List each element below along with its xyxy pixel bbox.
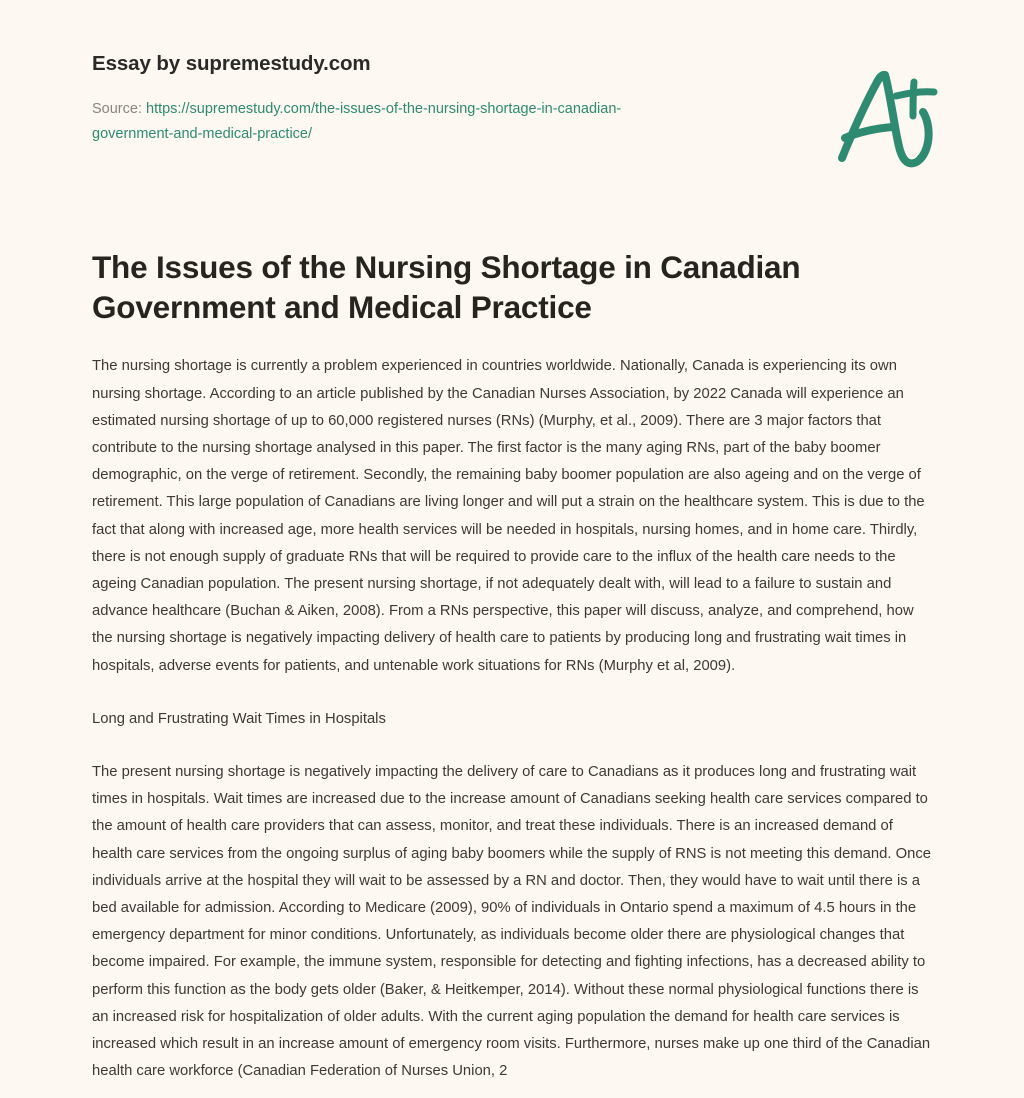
- a-plus-logo-icon: [828, 62, 946, 174]
- source-url-link[interactable]: https://supremestudy.com/the-issues-of-the-nursing-shortage-in-canadian-government-and-medical-practice/: [92, 100, 622, 142]
- brand-title: Essay by supremestudy.com: [92, 52, 371, 75]
- source-row: [92, 97, 692, 147]
- article-body: [92, 248, 937, 1085]
- section-heading-wait-times: Long and Frustrating Wait Times in Hospitals: [92, 710, 386, 727]
- paragraph-wait-times: The present nursing shortage is negatively impacting the delivery of care to Canadians as it produces long and frustrating wait times in hospitals. Wait times are increased due to the increase amount of Canadians seeking health care services compared to the amount of health care providers that can assess, monitor, and treat these individuals. There is an increased demand of health care services from the ongoing surplus of aging baby boomers while the supply of RNS is not meeting this demand. Once individuals arrive at the hospital they will wait to be assessed by a RN and doctor. Then, they would have to wait until there is a bed available for admission. According to Medicare (2009), 90% of individuals in Ontario spend a maximum of 4.5 hours in the emergency department for minor conditions. Unfortunately, as individuals become older there are physiological changes that become impaired. For example, the immune system, responsible for detecting and fighting infections, has a decreased ability to perform this function as the body gets older (Baker, & Heitkemper, 2014). Without these normal physiological functions there is an increased risk for hospitalization of older adults. With the current aging population the demand for health care services is increased which result in an increase amount of emergency room visits. Furthermore, nurses make up one third of the Canadian health care workforce (Canadian Federation of Nurses Union, 2: [92, 764, 931, 1080]
- page-title: The Issues of the Nursing Shortage in Canadian Government and Medical Practice: [92, 249, 801, 325]
- page-header: [92, 52, 792, 147]
- paragraph-intro: The nursing shortage is currently a problem experienced in countries worldwide. Nationally, Canada is experiencing its own nursing shortage. According to an article published by the Canadian Nurses Association, by 2022 Canada will experience an estimated nursing shortage of up to 60,000 registered nurses (RNs) (Murphy, et al., 2009). There are 3 major factors that contribute to the nursing shortage analysed in this paper. The first factor is the many aging RNs, part of the baby boomer demographic, on the verge of retirement. Secondly, the remaining baby boomer population are also ageing and on the verge of retirement. This large population of Canadians are living longer and will put a strain on the healthcare system. This is due to the fact that along with increased age, more health services will be needed in hospitals, nursing homes, and in home care. Thirdly, there is not enough supply of graduate RNs that will be required to provide care to the influx of the health care needs to the ageing Canadian population. The present nursing shortage, if not adequately dealt with, will lead to a failure to sustain and advance healthcare (Buchan & Aiken, 2008). From a RNs perspective, this paper will discuss, analyze, and comprehend, how the nursing shortage is negatively impacting delivery of health care to patients by producing long and frustrating wait times in hospitals, adverse events for patients, and untenable work situations for RNs (Murphy et al, 2009).: [92, 358, 925, 674]
- a-plus-logo: [828, 62, 946, 174]
- source-label: Source:: [92, 100, 146, 117]
